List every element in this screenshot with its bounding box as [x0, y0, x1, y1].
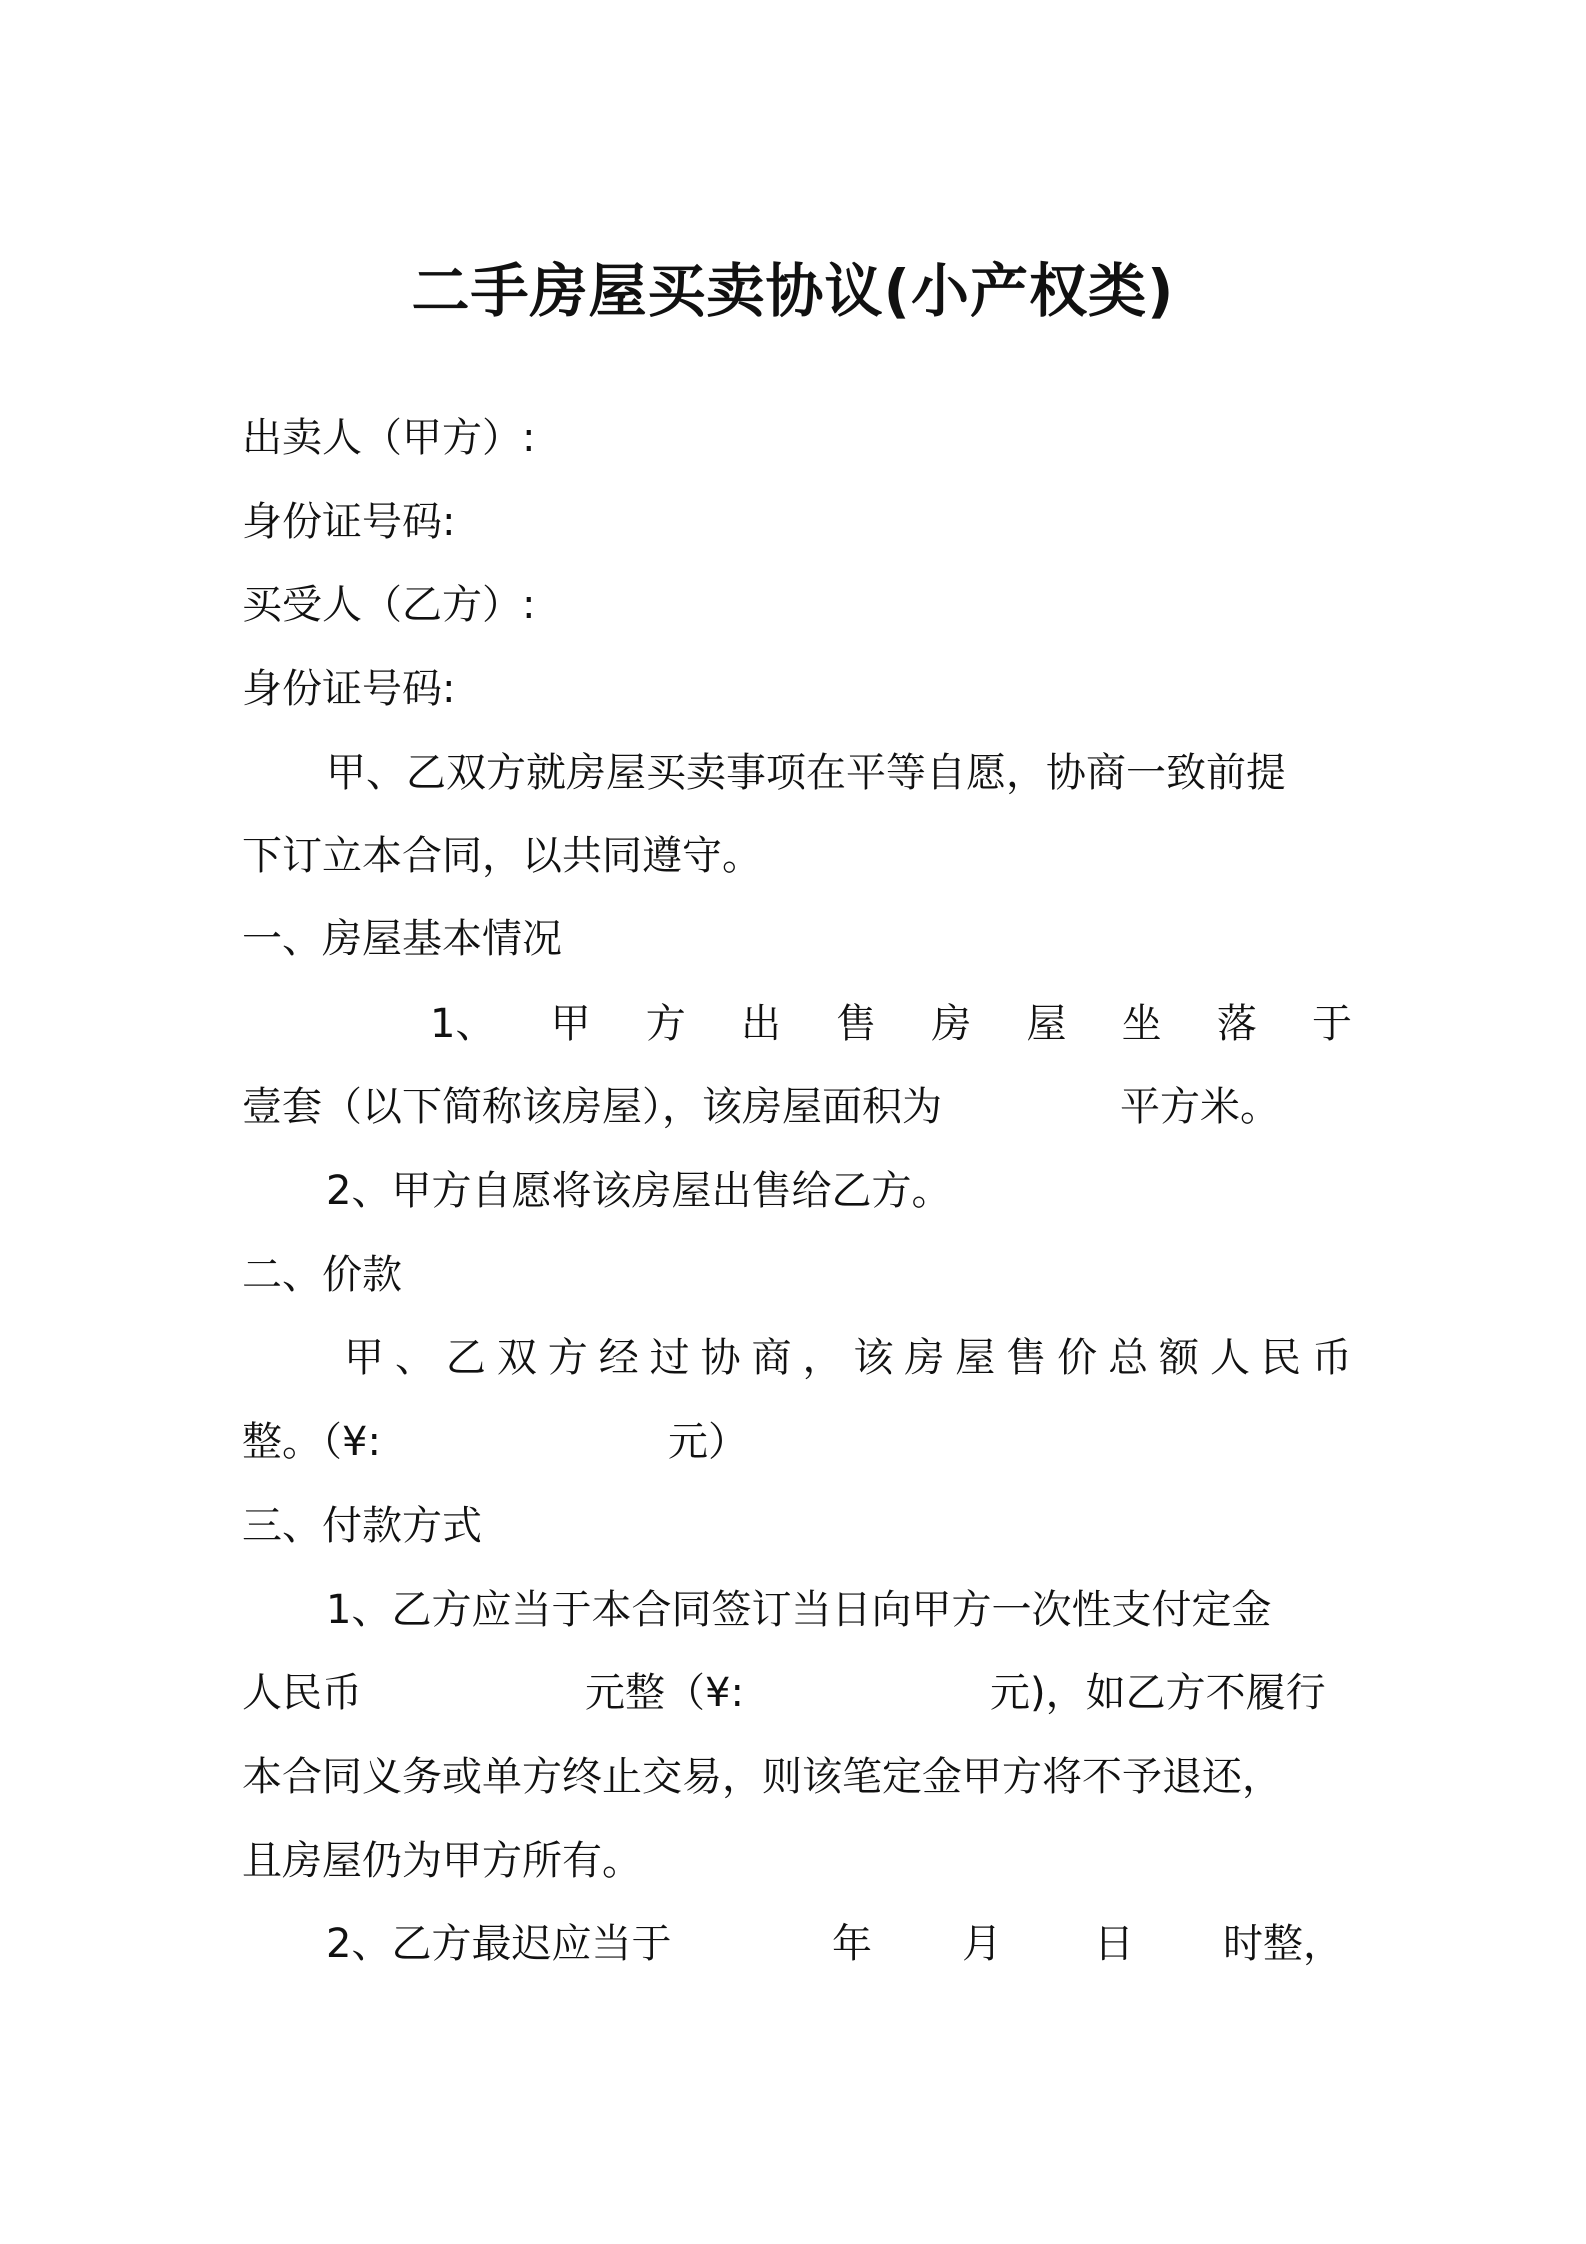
char: 人 — [1209, 1335, 1250, 1381]
char: 落 — [1216, 1001, 1257, 1047]
section-3-heading: 三、付款方式 — [242, 1503, 482, 1549]
char: ， — [802, 1335, 843, 1381]
section-3-item-2-hour: 时整， — [1223, 1921, 1343, 1967]
char: 坐 — [1121, 1001, 1162, 1047]
char: 、 — [394, 1335, 435, 1381]
char: 甲 — [344, 1335, 384, 1381]
char: 方 — [645, 1001, 686, 1047]
section-3-item-1-line-4: 且房屋仍为甲方所有。 — [242, 1838, 642, 1884]
char: 该 — [853, 1335, 894, 1381]
char: 额 — [1159, 1335, 1199, 1381]
seller-label: 出卖人（甲方）: — [242, 415, 536, 461]
char: 售 — [836, 1001, 877, 1047]
char: 协 — [700, 1335, 741, 1381]
buyer-label: 买受人（乙方）: — [242, 582, 536, 628]
section-1-item-1-line-2a: 壹套（以下简称该房屋），该房屋面积为 — [242, 1084, 942, 1130]
section-1-item-2: 2、甲方自愿将该房屋出售给乙方。 — [326, 1168, 952, 1214]
section-3-item-1-line-2c: 元)，如乙方不履行 — [990, 1670, 1326, 1716]
char: 总 — [1108, 1335, 1149, 1381]
char: 房 — [904, 1335, 945, 1381]
section-2-line-2a: 整。（¥: — [242, 1419, 381, 1465]
section-2-line-2b: 元） — [668, 1419, 748, 1465]
char: 出 — [740, 1001, 781, 1047]
section-3-item-1-line-2b: 元整（¥: — [585, 1670, 744, 1716]
section-3-item-1-line-1: 1、乙方应当于本合同签订当日向甲方一次性支付定金 — [326, 1587, 1272, 1633]
seller-id-label: 身份证号码: — [242, 499, 456, 545]
section-3-item-2-year: 年 — [832, 1921, 872, 1967]
char: 乙 — [445, 1335, 486, 1381]
char: 于 — [1312, 1001, 1352, 1047]
section-3-item-1-line-2a: 人民币 — [242, 1670, 362, 1716]
char: 甲 — [550, 1001, 591, 1047]
char: 房 — [931, 1001, 972, 1047]
section-2-heading: 二、价款 — [242, 1252, 402, 1298]
char: 屋 — [955, 1335, 996, 1381]
char: 过 — [649, 1335, 690, 1381]
preamble-line-2: 下订立本合同，以共同遵守。 — [242, 833, 762, 879]
char: 屋 — [1026, 1001, 1067, 1047]
char: 商 — [751, 1335, 792, 1381]
char: 币 — [1311, 1335, 1352, 1381]
page-title: 二手房屋买卖协议(小产权类) — [411, 257, 1175, 325]
char: 经 — [598, 1335, 639, 1381]
char: 售 — [1006, 1335, 1047, 1381]
buyer-id-label: 身份证号码: — [242, 666, 456, 712]
char: 价 — [1057, 1335, 1098, 1381]
section-2-line-1 — [344, 1333, 1352, 1383]
section-3-item-2-month: 月 — [962, 1921, 1002, 1967]
section-3-item-2-a: 2、乙方最迟应当于 — [326, 1921, 672, 1967]
char: 民 — [1260, 1335, 1301, 1381]
section-1-heading: 一、房屋基本情况 — [242, 916, 562, 962]
section-3-item-1-line-3: 本合同义务或单方终止交易，则该笔定金甲方将不予退还， — [242, 1754, 1282, 1800]
char: 1、 — [430, 1001, 496, 1047]
section-1-item-1-line-1 — [430, 999, 1352, 1049]
section-1-item-1-line-2b: 平方米。 — [1120, 1084, 1280, 1130]
char: 双 — [496, 1335, 537, 1381]
section-3-item-2-day: 日 — [1094, 1921, 1134, 1967]
char: 方 — [547, 1335, 588, 1381]
preamble-line-1: 甲、乙双方就房屋买卖事项在平等自愿，协商一致前提 — [326, 750, 1286, 796]
